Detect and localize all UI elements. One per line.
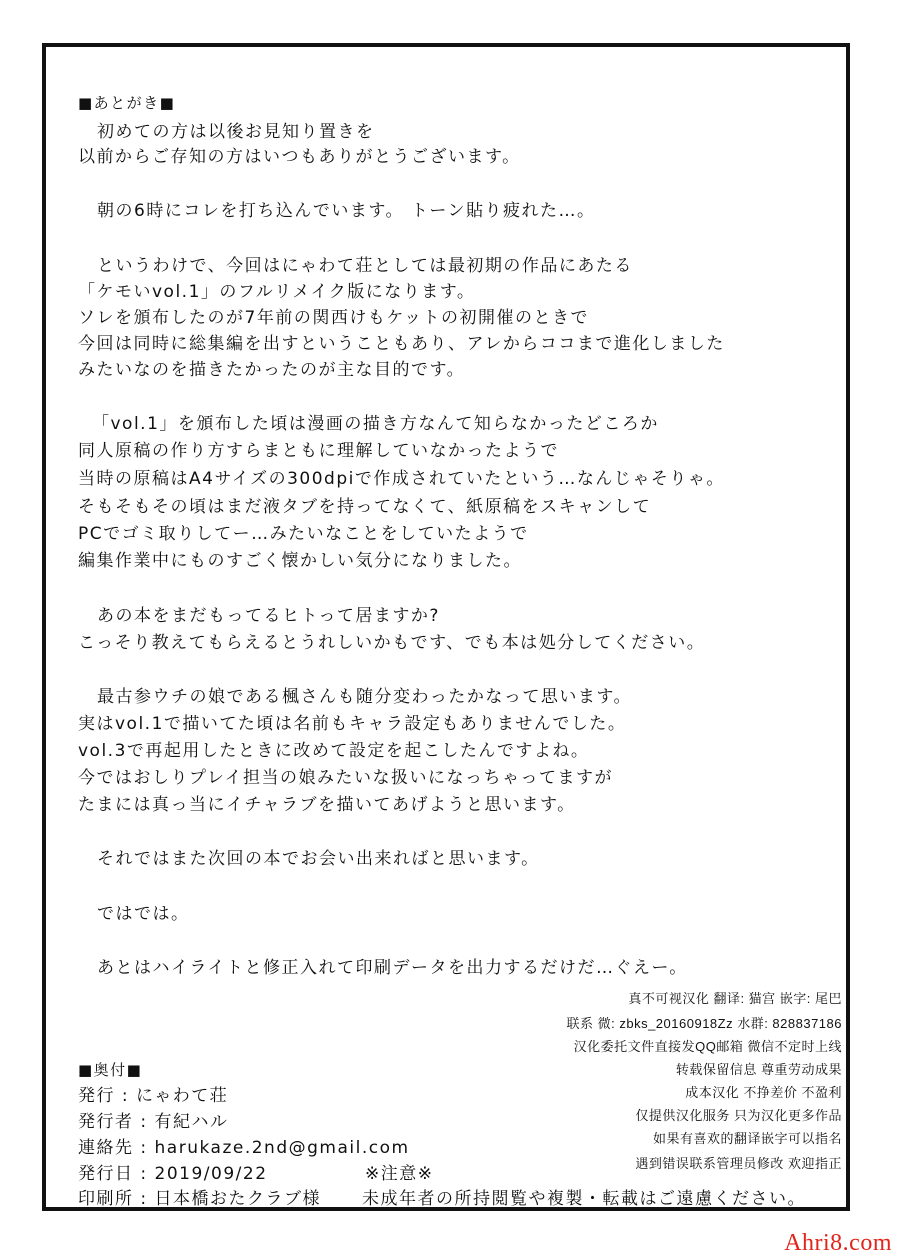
afterword-line: こっそり教えてもらえるとうれしいかもです、でも本は処分してください。 bbox=[78, 633, 706, 653]
colophon-printer: 印刷所 : 日本橋おたクラブ様 bbox=[78, 1189, 322, 1209]
credit-line: 真不可视汉化 翻译: 猫宫 嵌字: 尾巴 bbox=[628, 991, 842, 1006]
afterword-line: 実はvol.1で描いてた頃は名前もキャラ設定もありませんでした。 bbox=[78, 714, 627, 734]
colophon-author: 発行者 : 有紀ハル bbox=[78, 1112, 229, 1132]
afterword-line: 以前からご存知の方はいつもありがとうございます。 bbox=[78, 147, 521, 167]
credit-line: 汉化委托文件直接发QQ邮箱 微信不定时上线 bbox=[573, 1039, 842, 1054]
afterword-line: PCでゴミ取りしてー…みたいなことをしていたようで bbox=[78, 524, 529, 544]
colophon-contact: 連絡先 : harukaze.2nd@gmail.com bbox=[78, 1138, 410, 1158]
afterword-line: というわけで、今回はにゃわて荘としては最初期の作品にあたる bbox=[97, 256, 633, 276]
colophon-heading: ■奥付■ bbox=[78, 1061, 143, 1079]
credit-line: 联系 微: zbks_20160918Zz 水群: 828837186 bbox=[566, 1016, 842, 1031]
afterword-line: たまには真っ当にイチャラブを描いてあげようと思います。 bbox=[78, 795, 576, 815]
colophon-date: 発行日 : 2019/09/22 bbox=[78, 1164, 268, 1184]
afterword-line: あとはハイライトと修正入れて印刷データを出力するだけだ…ぐえー。 bbox=[97, 958, 688, 978]
afterword-line: 当時の原稿はA4サイズの300dpiで作成されていたという…なんじゃそりゃ。 bbox=[78, 469, 725, 489]
credit-line: 转载保留信息 尊重劳动成果 bbox=[675, 1062, 842, 1077]
watermark-text: Ahri8.com bbox=[784, 1230, 892, 1256]
afterword-line: 編集作業中にものすごく懐かしい気分になりました。 bbox=[78, 551, 522, 571]
afterword-line: それではまた次回の本でお会い出来ればと思います。 bbox=[97, 849, 540, 869]
afterword-line: 「ケモいvol.1」のフルリメイク版になります。 bbox=[78, 282, 476, 302]
credit-line: 成本汉化 不挣差价 不盈利 bbox=[685, 1085, 842, 1100]
afterword-line: 最古参ウチの娘である楓さんも随分変わったかなって思います。 bbox=[97, 687, 632, 707]
afterword-line: 初めての方は以後お見知り置きを bbox=[97, 122, 375, 142]
afterword-line: 「vol.1」を頒布した頃は漫画の描き方なんて知らなかったどころか bbox=[92, 414, 659, 434]
afterword-line: みたいなのを描きたかったのが主な目的です。 bbox=[78, 360, 466, 380]
afterword-line: 今ではおしりプレイ担当の娘みたいな扱いになっちゃってますが bbox=[78, 768, 613, 788]
afterword-line: 今回は同時に総集編を出すということもあり、アレからココまで進化しました bbox=[78, 334, 725, 354]
afterword-line: 同人原稿の作り方すらまともに理解していなかったようで bbox=[78, 441, 559, 461]
afterword-line: そもそもその頃はまだ液タブを持ってなくて、紙原稿をスキャンして bbox=[78, 497, 652, 517]
afterword-line: ではでは。 bbox=[97, 904, 190, 924]
credit-line: 如果有喜欢的翻译嵌字可以指名 bbox=[652, 1131, 842, 1146]
afterword-heading: ■あとがき■ bbox=[78, 94, 176, 112]
colophon-publisher: 発行 : にゃわて荘 bbox=[78, 1086, 229, 1106]
notice-title: ※注意※ bbox=[365, 1164, 434, 1184]
afterword-line: vol.3で再起用したときに改めて設定を起こしたんですよね。 bbox=[78, 741, 590, 761]
afterword-line: 朝の6時にコレを打ち込んでいます。 トーン貼り疲れた…。 bbox=[97, 201, 596, 221]
notice-text: 未成年者の所持閲覧や複製・転載はご遠慮ください。 bbox=[362, 1189, 806, 1209]
credit-line: 遇到错误联系管理员修改 欢迎指正 bbox=[635, 1156, 842, 1171]
afterword-line: ソレを頒布したのが7年前の関西けもケットの初開催のときで bbox=[78, 308, 589, 328]
afterword-line: あの本をまだもってるヒトって居ますか? bbox=[97, 606, 440, 626]
credit-line: 仅提供汉化服务 只为汉化更多作品 bbox=[635, 1108, 842, 1123]
